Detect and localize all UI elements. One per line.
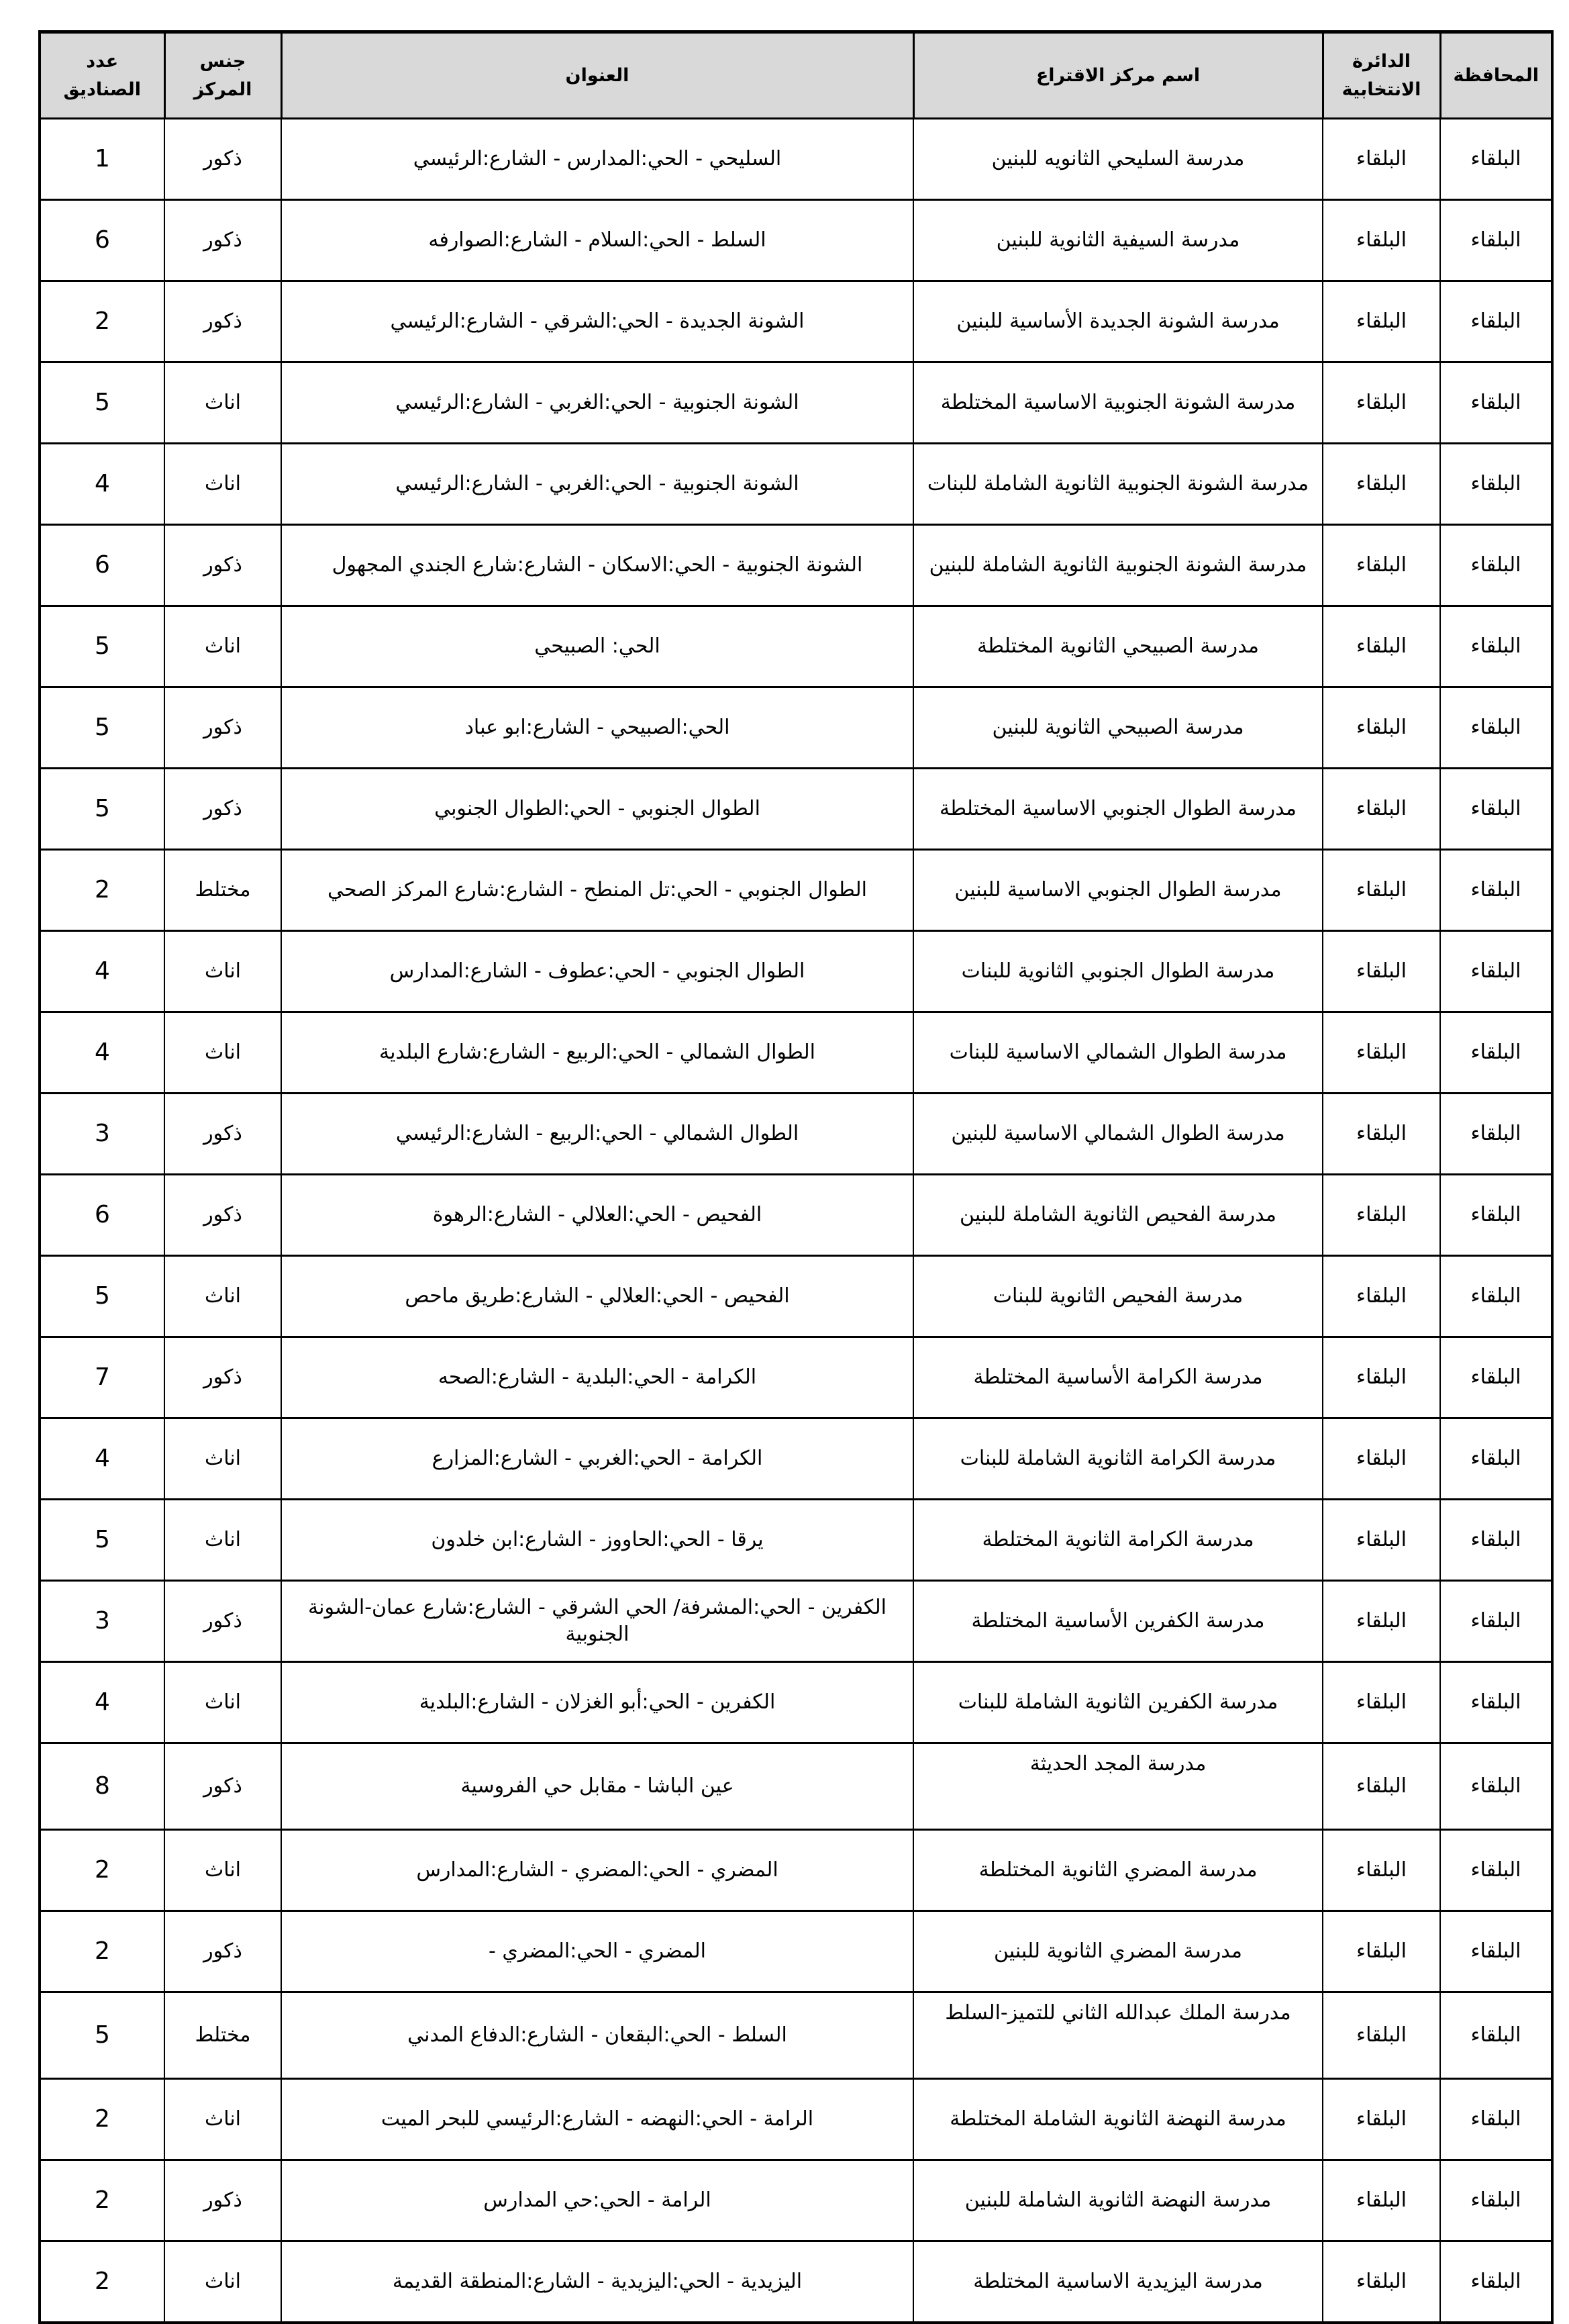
- center-name-cell: مدرسة السيفية الثانوية للبنين: [913, 200, 1323, 281]
- center-name-cell: مدرسة الطوال الجنوبي الاساسية المختلطة: [913, 769, 1323, 850]
- box-count-cell: 7: [40, 1337, 164, 1418]
- address-cell: الطوال الشمالي - الحي:الربيع - الشارع:الرئيسي: [281, 1094, 913, 1175]
- center-name-cell: مدرسة الفحيص الثانوية الشاملة للبنين: [913, 1175, 1323, 1256]
- table-row: [40, 931, 1552, 1012]
- box-count-cell: 2: [40, 281, 164, 362]
- table-row: [40, 1830, 1552, 1911]
- center-name-cell: مدرسة الكرامة الثانوية الشاملة للبنات: [913, 1418, 1323, 1500]
- district-cell: البلقاء: [1323, 444, 1440, 525]
- address-cell: الطوال الجنوبي - الحي:تل المنطح - الشارع:شارع المركز الصحي: [281, 850, 913, 931]
- table-row: [40, 2079, 1552, 2160]
- box-count-cell: 4: [40, 1418, 164, 1500]
- governorate-cell: البلقاء: [1440, 1830, 1552, 1911]
- table-row: [40, 1175, 1552, 1256]
- district-cell: البلقاء: [1323, 1911, 1440, 1992]
- district-cell: البلقاء: [1323, 2160, 1440, 2241]
- table-row: [40, 1012, 1552, 1094]
- box-count-cell: 2: [40, 2079, 164, 2160]
- header-governorate: المحافظة: [1440, 32, 1552, 119]
- gender-cell: ذكور: [164, 1337, 281, 1418]
- address-cell: الشونة الجنوبية - الحي:الاسكان - الشارع:شارع الجندي المجهول: [281, 525, 913, 606]
- district-cell: البلقاء: [1323, 1992, 1440, 2079]
- gender-cell: مختلط: [164, 1992, 281, 2079]
- box-count-cell: 8: [40, 1743, 164, 1830]
- header-address: العنوان: [281, 32, 913, 119]
- box-count-cell: 6: [40, 200, 164, 281]
- table-row: [40, 2241, 1552, 2323]
- center-name-cell: مدرسة النهضة الثانوية الشاملة للبنين: [913, 2160, 1323, 2241]
- address-cell: المضري - الحي:المضري - الشارع:المدارس: [281, 1830, 913, 1911]
- address-cell: السلط - الحي:البقعان - الشارع:الدفاع المدني: [281, 1992, 913, 2079]
- box-count-cell: 3: [40, 1581, 164, 1662]
- governorate-cell: البلقاء: [1440, 444, 1552, 525]
- address-cell: الكفرين - الحي:أبو الغزلان - الشارع:البلدية: [281, 1662, 913, 1743]
- box-count-cell: 6: [40, 1175, 164, 1256]
- table-row: [40, 1743, 1552, 1830]
- table-row: [40, 606, 1552, 687]
- center-name-cell: مدرسة الشونة الجنوبية الثانوية الشاملة للبنين: [913, 525, 1323, 606]
- gender-cell: اناث: [164, 1418, 281, 1500]
- district-cell: البلقاء: [1323, 362, 1440, 444]
- table-row: [40, 1500, 1552, 1581]
- district-cell: البلقاء: [1323, 1337, 1440, 1418]
- district-cell: البلقاء: [1323, 687, 1440, 769]
- table-row: [40, 850, 1552, 931]
- table-row: [40, 1992, 1552, 2079]
- center-name-cell: مدرسة الطوال الجنوبي الثانوية للبنات: [913, 931, 1323, 1012]
- district-cell: البلقاء: [1323, 1743, 1440, 1830]
- center-name-cell: مدرسة الكرامة الأساسية المختلطة: [913, 1337, 1323, 1418]
- gender-cell: ذكور: [164, 687, 281, 769]
- gender-cell: ذكور: [164, 1175, 281, 1256]
- center-name-cell: مدرسة الكرامة الثانوية المختلطة: [913, 1500, 1323, 1581]
- center-name-cell: مدرسة الطوال الشمالي الاساسية للبنين: [913, 1094, 1323, 1175]
- gender-cell: ذكور: [164, 200, 281, 281]
- table-row: [40, 2160, 1552, 2241]
- governorate-cell: البلقاء: [1440, 1094, 1552, 1175]
- gender-cell: اناث: [164, 1012, 281, 1094]
- header-district: الدائرة الانتخابية: [1323, 32, 1440, 119]
- box-count-cell: 5: [40, 769, 164, 850]
- header-gender: جنس المركز: [164, 32, 281, 119]
- district-cell: البلقاء: [1323, 850, 1440, 931]
- governorate-cell: البلقاء: [1440, 1418, 1552, 1500]
- table-row: [40, 525, 1552, 606]
- box-count-cell: 4: [40, 1012, 164, 1094]
- table-row: [40, 1094, 1552, 1175]
- district-cell: البلقاء: [1323, 2079, 1440, 2160]
- gender-cell: اناث: [164, 362, 281, 444]
- box-count-cell: 1: [40, 119, 164, 200]
- gender-cell: اناث: [164, 444, 281, 525]
- address-cell: الطوال الجنوبي - الحي:الطوال الجنوبي: [281, 769, 913, 850]
- address-cell: الرامة - الحي:النهضه - الشارع:الرئيسي للبحر الميت: [281, 2079, 913, 2160]
- box-count-cell: 4: [40, 444, 164, 525]
- address-cell: الشونة الجديدة - الحي:الشرقي - الشارع:الرئيسي: [281, 281, 913, 362]
- district-cell: البلقاء: [1323, 2241, 1440, 2323]
- gender-cell: ذكور: [164, 2160, 281, 2241]
- district-cell: البلقاء: [1323, 1175, 1440, 1256]
- address-cell: الفحيص - الحي:العلالي - الشارع:الرهوة: [281, 1175, 913, 1256]
- address-cell: الشونة الجنوبية - الحي:الغربي - الشارع:الرئيسي: [281, 444, 913, 525]
- box-count-cell: 2: [40, 2241, 164, 2323]
- district-cell: البلقاء: [1323, 119, 1440, 200]
- center-name-cell: مدرسة السليحي الثانويه للبنين: [913, 119, 1323, 200]
- polling-centers-table: [38, 30, 1554, 2324]
- district-cell: البلقاء: [1323, 1662, 1440, 1743]
- table-row: [40, 687, 1552, 769]
- gender-cell: ذكور: [164, 1581, 281, 1662]
- center-name-cell: مدرسة اليزيدية الاساسية المختلطة: [913, 2241, 1323, 2323]
- district-cell: البلقاء: [1323, 1418, 1440, 1500]
- address-cell: الحي: الصبيحي: [281, 606, 913, 687]
- box-count-cell: 2: [40, 2160, 164, 2241]
- governorate-cell: البلقاء: [1440, 1911, 1552, 1992]
- document-page: [38, 30, 1551, 2324]
- address-cell: الرامة - الحي:حي المدارس: [281, 2160, 913, 2241]
- box-count-cell: 5: [40, 1256, 164, 1337]
- governorate-cell: البلقاء: [1440, 1581, 1552, 1662]
- table-row: [40, 1581, 1552, 1662]
- gender-cell: ذكور: [164, 1094, 281, 1175]
- governorate-cell: البلقاء: [1440, 606, 1552, 687]
- district-cell: البلقاء: [1323, 1830, 1440, 1911]
- table-row: [40, 1418, 1552, 1500]
- center-name-cell: مدرسة الصبيحي الثانوية المختلطة: [913, 606, 1323, 687]
- gender-cell: ذكور: [164, 525, 281, 606]
- table-row: [40, 444, 1552, 525]
- center-name-cell: مدرسة المجد الحديثة: [913, 1743, 1323, 1830]
- gender-cell: اناث: [164, 931, 281, 1012]
- center-name-cell: مدرسة الطوال الشمالي الاساسية للبنات: [913, 1012, 1323, 1094]
- district-cell: البلقاء: [1323, 1500, 1440, 1581]
- gender-cell: ذكور: [164, 769, 281, 850]
- center-name-cell: مدرسة الشونة الجنوبية الثانوية الشاملة للبنات: [913, 444, 1323, 525]
- gender-cell: ذكور: [164, 281, 281, 362]
- box-count-cell: 4: [40, 931, 164, 1012]
- governorate-cell: البلقاء: [1440, 362, 1552, 444]
- governorate-cell: البلقاء: [1440, 2079, 1552, 2160]
- header-center-name: اسم مركز الاقتراع: [913, 32, 1323, 119]
- gender-cell: مختلط: [164, 850, 281, 931]
- table-row: [40, 362, 1552, 444]
- gender-cell: اناث: [164, 2079, 281, 2160]
- district-cell: البلقاء: [1323, 1256, 1440, 1337]
- governorate-cell: البلقاء: [1440, 931, 1552, 1012]
- governorate-cell: البلقاء: [1440, 1743, 1552, 1830]
- box-count-cell: 6: [40, 525, 164, 606]
- gender-cell: اناث: [164, 1256, 281, 1337]
- table-row: [40, 1662, 1552, 1743]
- district-cell: البلقاء: [1323, 606, 1440, 687]
- governorate-cell: البلقاء: [1440, 200, 1552, 281]
- box-count-cell: 2: [40, 1830, 164, 1911]
- governorate-cell: البلقاء: [1440, 1337, 1552, 1418]
- address-cell: المضري - الحي:المضري -: [281, 1911, 913, 1992]
- governorate-cell: البلقاء: [1440, 687, 1552, 769]
- gender-cell: ذكور: [164, 119, 281, 200]
- address-cell: الفحيص - الحي:العلالي - الشارع:طريق ماحص: [281, 1256, 913, 1337]
- governorate-cell: البلقاء: [1440, 769, 1552, 850]
- governorate-cell: البلقاء: [1440, 1662, 1552, 1743]
- gender-cell: اناث: [164, 1500, 281, 1581]
- box-count-cell: 4: [40, 1662, 164, 1743]
- governorate-cell: البلقاء: [1440, 119, 1552, 200]
- table-row: [40, 1911, 1552, 1992]
- center-name-cell: مدرسة الشونة الجديدة الأساسية للبنين: [913, 281, 1323, 362]
- table-row: [40, 1256, 1552, 1337]
- center-name-cell: مدرسة الطوال الجنوبي الاساسية للبنين: [913, 850, 1323, 931]
- gender-cell: اناث: [164, 1662, 281, 1743]
- governorate-cell: البلقاء: [1440, 1500, 1552, 1581]
- center-name-cell: مدرسة الكفرين الأساسية المختلطة: [913, 1581, 1323, 1662]
- box-count-cell: 5: [40, 362, 164, 444]
- address-cell: الحي:الصبيحي - الشارع:ابو عباد: [281, 687, 913, 769]
- gender-cell: ذكور: [164, 1911, 281, 1992]
- gender-cell: اناث: [164, 2241, 281, 2323]
- box-count-cell: 5: [40, 1992, 164, 2079]
- center-name-cell: مدرسة الكفرين الثانوية الشاملة للبنات: [913, 1662, 1323, 1743]
- header-box-count: عدد الصناديق: [40, 32, 164, 119]
- box-count-cell: 2: [40, 850, 164, 931]
- center-name-cell: مدرسة الصبيحي الثانوية للبنين: [913, 687, 1323, 769]
- box-count-cell: 5: [40, 606, 164, 687]
- gender-cell: ذكور: [164, 1743, 281, 1830]
- governorate-cell: البلقاء: [1440, 2160, 1552, 2241]
- district-cell: البلقاء: [1323, 1581, 1440, 1662]
- table-header: [40, 32, 1552, 119]
- address-cell: السلط - الحي:السلام - الشارع:الصوارفه: [281, 200, 913, 281]
- table-row: [40, 1337, 1552, 1418]
- box-count-cell: 3: [40, 1094, 164, 1175]
- address-cell: الكرامة - الحي:الغربي - الشارع:المزارع: [281, 1418, 913, 1500]
- district-cell: البلقاء: [1323, 200, 1440, 281]
- table-row: [40, 769, 1552, 850]
- address-cell: الكفرين - الحي:المشرفة/ الحي الشرقي - الشارع:شارع عمان-الشونة الجنوبية: [281, 1581, 913, 1662]
- address-cell: اليزيدية - الحي:اليزيدية - الشارع:المنطقة القديمة: [281, 2241, 913, 2323]
- district-cell: البلقاء: [1323, 281, 1440, 362]
- district-cell: البلقاء: [1323, 769, 1440, 850]
- box-count-cell: 2: [40, 1911, 164, 1992]
- governorate-cell: البلقاء: [1440, 1012, 1552, 1094]
- governorate-cell: البلقاء: [1440, 525, 1552, 606]
- district-cell: البلقاء: [1323, 1094, 1440, 1175]
- address-cell: الشونة الجنوبية - الحي:الغربي - الشارع:الرئيسي: [281, 362, 913, 444]
- district-cell: البلقاء: [1323, 525, 1440, 606]
- address-cell: الكرامة - الحي:البلدية - الشارع:الصحه: [281, 1337, 913, 1418]
- table-row: [40, 119, 1552, 200]
- center-name-cell: مدرسة المضري الثانوية للبنين: [913, 1911, 1323, 1992]
- governorate-cell: البلقاء: [1440, 1992, 1552, 2079]
- governorate-cell: البلقاء: [1440, 2241, 1552, 2323]
- header-row: [40, 32, 1552, 119]
- table-row: [40, 200, 1552, 281]
- center-name-cell: مدرسة الفحيص الثانوية للبنات: [913, 1256, 1323, 1337]
- center-name-cell: مدرسة الشونة الجنوبية الاساسية المختلطة: [913, 362, 1323, 444]
- box-count-cell: 5: [40, 1500, 164, 1581]
- gender-cell: اناث: [164, 1830, 281, 1911]
- governorate-cell: البلقاء: [1440, 281, 1552, 362]
- box-count-cell: 5: [40, 687, 164, 769]
- center-name-cell: مدرسة المضري الثانوية المختلطة: [913, 1830, 1323, 1911]
- address-cell: الطوال الشمالي - الحي:الربيع - الشارع:شارع البلدية: [281, 1012, 913, 1094]
- gender-cell: اناث: [164, 606, 281, 687]
- center-name-cell: مدرسة النهضة الثانوية الشاملة المختلطة: [913, 2079, 1323, 2160]
- address-cell: الطوال الجنوبي - الحي:عطوف - الشارع:المدارس: [281, 931, 913, 1012]
- district-cell: البلقاء: [1323, 1012, 1440, 1094]
- governorate-cell: البلقاء: [1440, 850, 1552, 931]
- address-cell: عين الباشا - مقابل حي الفروسية: [281, 1743, 913, 1830]
- table-body: [40, 119, 1552, 2323]
- address-cell: السليحي - الحي:المدارس - الشارع:الرئيسي: [281, 119, 913, 200]
- table-row: [40, 281, 1552, 362]
- governorate-cell: البلقاء: [1440, 1175, 1552, 1256]
- district-cell: البلقاء: [1323, 931, 1440, 1012]
- center-name-cell: مدرسة الملك عبدالله الثاني للتميز-السلط: [913, 1992, 1323, 2079]
- governorate-cell: البلقاء: [1440, 1256, 1552, 1337]
- address-cell: يرقا - الحي:الحاووز - الشارع:ابن خلدون: [281, 1500, 913, 1581]
